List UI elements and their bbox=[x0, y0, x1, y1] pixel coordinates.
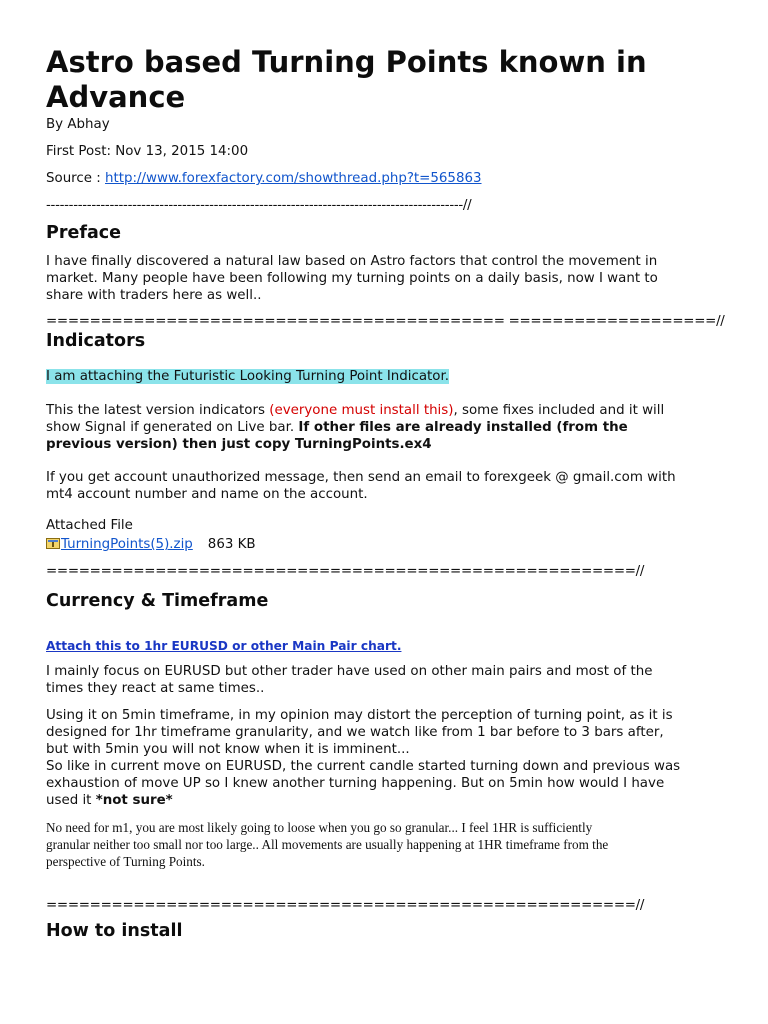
preface-text-line: market. Many people have been following my turning points on a daily basis, now I want to bbox=[46, 271, 658, 286]
must-install-note: (everyone must install this) bbox=[269, 403, 454, 418]
currency-heading: Currency & Timeframe bbox=[46, 591, 269, 611]
install-heading: How to install bbox=[46, 921, 183, 941]
copy-instruction: previous version) then just copy TurningPoints.ex4 bbox=[46, 437, 432, 452]
focus-text-line: I mainly focus on EURUSD but other trader have used on other main pairs and most of the bbox=[46, 664, 653, 679]
text-span: show Signal if generated on Live bar. bbox=[46, 420, 299, 435]
preface-heading: Preface bbox=[46, 223, 121, 243]
timeframe-text-line bbox=[46, 792, 173, 809]
live-bar-line bbox=[46, 419, 628, 436]
account-text-line: If you get account unauthorized message, then send an email to forexgeek @ gmail.com with bbox=[46, 470, 676, 485]
text-span: This the latest version indicators bbox=[46, 403, 270, 418]
separator: --------------------------------------------------------------------------------------------// bbox=[46, 198, 472, 213]
author: By Abhay bbox=[46, 117, 110, 132]
preface-text-line: I have finally discovered a natural law based on Astro factors that control the movement in bbox=[46, 254, 658, 269]
first-post-date: First Post: Nov 13, 2015 14:00 bbox=[46, 144, 249, 159]
separator: ======================================================// bbox=[46, 564, 645, 579]
timeframe-text-line: designed for 1hr timeframe granularity, and we watch like from 1 bar before to 3 bars after, bbox=[46, 725, 664, 740]
account-text-line: mt4 account number and name on the account. bbox=[46, 487, 368, 502]
text-span: , some fixes included and it will bbox=[453, 403, 665, 418]
focus-text-line: times they react at same times.. bbox=[46, 681, 265, 696]
serif-quote-line: No need for m1, you are most likely going to loose when you go so granular... I feel 1HR is sufficiently bbox=[46, 820, 593, 835]
bold-text: If other files are already installed (from the bbox=[298, 420, 628, 435]
zip-file-icon bbox=[46, 538, 60, 549]
timeframe-text-line: So like in current move on EURUSD, the current candle started turning down and previous was bbox=[46, 759, 681, 774]
page-title-line1: Astro based Turning Points known in bbox=[46, 45, 647, 79]
attached-file-row bbox=[46, 536, 256, 553]
latest-version-line bbox=[46, 402, 664, 419]
serif-quote-line: perspective of Turning Points. bbox=[46, 854, 205, 869]
separator: ======================================================// bbox=[46, 898, 645, 913]
separator: ========================================== ===================// bbox=[46, 314, 725, 329]
text-span: used it bbox=[46, 793, 96, 808]
source-label: Source : bbox=[46, 171, 106, 186]
file-size: 863 KB bbox=[207, 537, 256, 552]
page-title-line2: Advance bbox=[46, 80, 186, 114]
serif-quote-line: granular neither too small nor too large.. All movements are usually happening at 1HR timeframe from the bbox=[46, 837, 609, 852]
timeframe-text-line: exhaustion of move UP so I knew another turning happening. But on 5min how would I have bbox=[46, 776, 665, 791]
highlighted-note bbox=[46, 368, 449, 385]
timeframe-text-line: Using it on 5min timeframe, in my opinion may distort the perception of turning point, as it is bbox=[46, 708, 673, 723]
preface-text-line: share with traders here as well.. bbox=[46, 288, 262, 303]
not-sure-emphasis: *not sure* bbox=[95, 793, 173, 808]
source-line bbox=[46, 170, 482, 187]
attached-file-link[interactable]: TurningPoints(5).zip bbox=[61, 537, 193, 552]
timeframe-text-line: but with 5min you will not know when it is imminent... bbox=[46, 742, 410, 757]
source-link[interactable]: http://www.forexfactory.com/showthread.php?t=565863 bbox=[105, 171, 482, 186]
highlighted-text: I am attaching the Futuristic Looking Turning Point Indicator. bbox=[46, 369, 450, 384]
indicators-heading: Indicators bbox=[46, 331, 146, 351]
attached-file-label: Attached File bbox=[46, 518, 133, 533]
attach-chart-link[interactable]: Attach this to 1hr EURUSD or other Main Pair chart. bbox=[46, 639, 402, 653]
